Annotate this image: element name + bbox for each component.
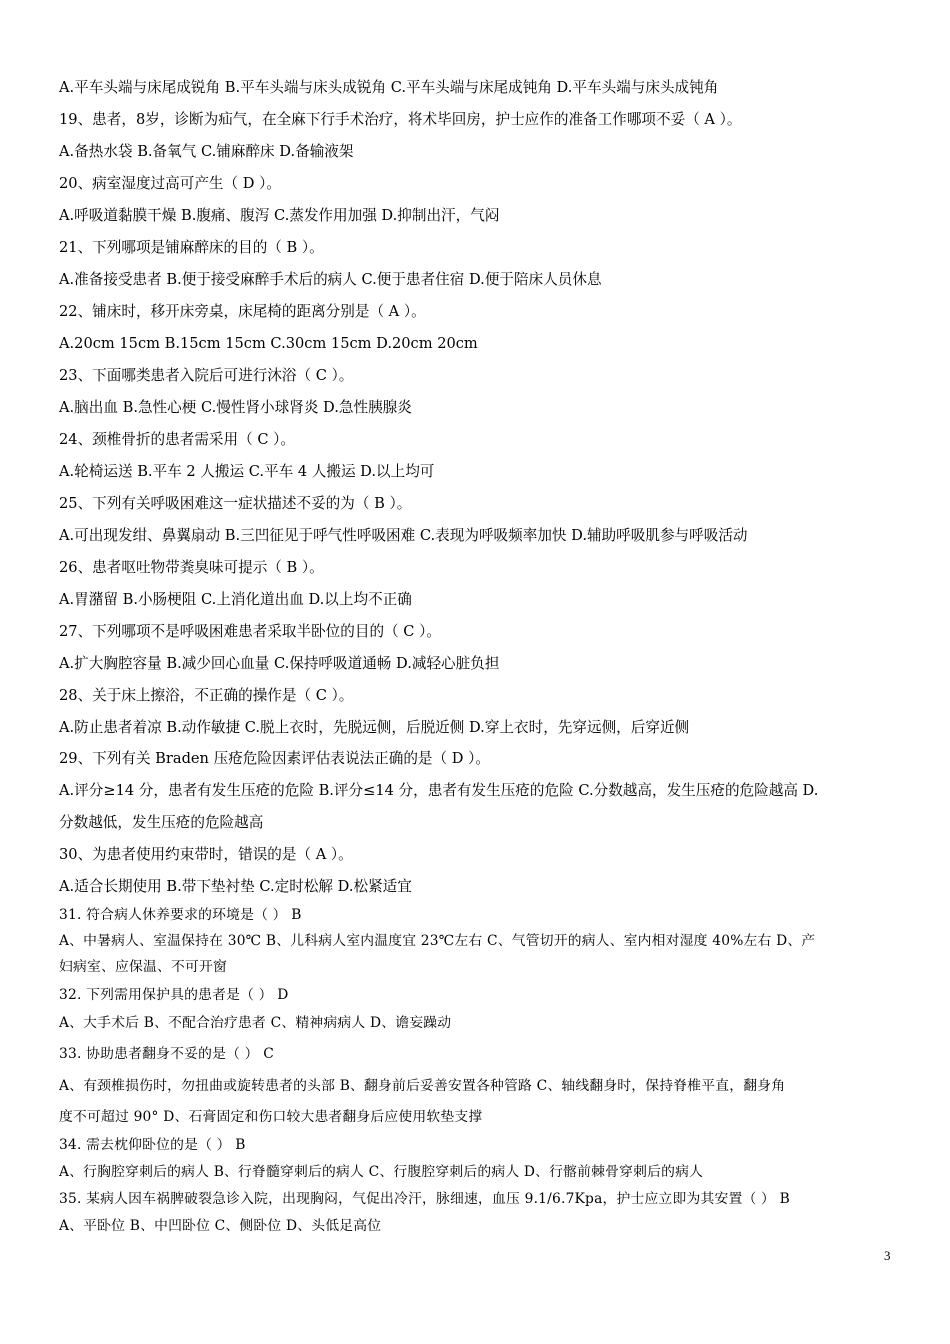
question-line: 22、铺床时，移开床旁桌，床尾椅的距离分别是（ A ）。 bbox=[59, 303, 426, 320]
page-number: 3 bbox=[884, 1248, 891, 1263]
options-line: A、有颈椎损伤时，勿扭曲或旋转患者的头部 B、翻身前后妥善安置各种管路 C、轴线翻身时，保持脊椎平直，翻身角 bbox=[59, 1078, 786, 1094]
question-line: 23、下面哪类患者入院后可进行沐浴（ C ）。 bbox=[59, 367, 354, 384]
question-line: 21、下列哪项是铺麻醉床的目的（ B ）。 bbox=[59, 239, 324, 256]
question-line: 25、下列有关呼吸困难这一症状描述不妥的为（ B ）。 bbox=[59, 495, 412, 512]
options-line: A.评分≥14 分，患者有发生压疮的危险 B.评分≤14 分，患者有发生压疮的危险 C.分数越高，发生压疮的危险越高 D. bbox=[59, 782, 819, 799]
question-line: 19、患者，8岁，诊断为疝气，在全麻下行手术治疗，将术毕回房，护士应作的准备工作哪项不妥（ A ）。 bbox=[59, 111, 742, 128]
options-line: A.轮椅运送 B.平车 2 人搬运 C.平车 4 人搬运 D.以上均可 bbox=[59, 463, 435, 480]
options-line: 度不可超过 90° D、石膏固定和伤口较大患者翻身后应使用软垫支撑 bbox=[59, 1109, 483, 1125]
options-line: A.备热水袋 B.备氧气 C.铺麻醉床 D.备输液架 bbox=[59, 143, 354, 160]
question-line: 31. 符合病人休养要求的环境是（ ） B bbox=[59, 907, 302, 923]
options-line: A.扩大胸腔容量 B.减少回心血量 C.保持呼吸道通畅 D.减轻心脏负担 bbox=[59, 655, 500, 672]
question-line: 30、为患者使用约束带时，错误的是（ A ）。 bbox=[59, 846, 353, 863]
question-line: 32. 下列需用保护具的患者是（ ） D bbox=[59, 987, 289, 1003]
options-line: A.呼吸道黏膜干燥 B.腹痛、腹泻 C.蒸发作用加强 D.抑制出汗，气闷 bbox=[59, 207, 500, 224]
text-line: A.平车头端与床尾成锐角 B.平车头端与床头成锐角 C.平车头端与床尾成钝角 D.平车头端与床头成钝角 bbox=[59, 79, 719, 96]
options-line: 分数越低，发生压疮的危险越高 bbox=[59, 814, 264, 831]
question-line: 34. 需去枕仰卧位的是（ ） B bbox=[59, 1137, 246, 1153]
options-line: A.准备接受患者 B.便于接受麻醉手术后的病人 C.便于患者住宿 D.便于陪床人员休息 bbox=[59, 271, 602, 288]
options-line: A.20cm 15cm B.15cm 15cm C.30cm 15cm D.20cm 20cm bbox=[59, 335, 478, 352]
options-line: A.胃潴留 B.小肠梗阻 C.上消化道出血 D.以上均不正确 bbox=[59, 591, 412, 608]
question-line: 26、患者呕吐物带粪臭味可提示（ B ）。 bbox=[59, 559, 324, 576]
options-line: A、大手术后 B、不配合治疗患者 C、精神病病人 D、谵妄躁动 bbox=[59, 1015, 452, 1031]
options-line: A、平卧位 B、中凹卧位 C、侧卧位 D、头低足高位 bbox=[59, 1218, 382, 1234]
question-line: 24、颈椎骨折的患者需采用（ C ）。 bbox=[59, 431, 296, 448]
question-line: 20、病室湿度过高可产生（ D ）。 bbox=[59, 175, 281, 192]
options-line: 妇病室、应保温、不可开窗 bbox=[59, 959, 227, 975]
options-line: A、中暑病人、室温保持在 30℃ B、儿科病人室内温度宜 23℃左右 C、气管切开的病人、室内相对湿度 40%左右 D、产 bbox=[59, 933, 816, 949]
options-line: A.脑出血 B.急性心梗 C.慢性肾小球肾炎 D.急性胰腺炎 bbox=[59, 399, 412, 416]
question-line: 35. 某病人因车祸脾破裂急诊入院，出现胸闷，气促出冷汗，脉细速，血压 9.1/6.7Kpa，护士应立即为其安置（ ） B bbox=[59, 1191, 790, 1207]
question-line: 28、关于床上擦浴，不正确的操作是（ C ）。 bbox=[59, 687, 354, 704]
question-line: 27、下列哪项不是呼吸困难患者采取半卧位的目的（ C ）。 bbox=[59, 623, 441, 640]
options-line: A.适合长期使用 B.带下垫衬垫 C.定时松解 D.松紧适宜 bbox=[59, 878, 412, 895]
options-line: A.防止患者着凉 B.动作敏捷 C.脱上衣时，先脱远侧，后脱近侧 D.穿上衣时，先穿远侧，后穿近侧 bbox=[59, 719, 690, 736]
options-line: A.可出现发绀、鼻翼扇动 B.三凹征见于呼气性呼吸困难 C.表现为呼吸频率加快 D.辅助呼吸肌参与呼吸活动 bbox=[59, 527, 748, 544]
options-line: A、行胸腔穿刺后的病人 B、行脊髓穿刺后的病人 C、行腹腔穿刺后的病人 D、行髂前棘骨穿刺后的病人 bbox=[59, 1164, 704, 1180]
question-line: 33. 协助患者翻身不妥的是（ ） C bbox=[59, 1046, 275, 1062]
question-line: 29、下列有关 Braden 压疮危险因素评估表说法正确的是（ D ）。 bbox=[59, 750, 490, 767]
